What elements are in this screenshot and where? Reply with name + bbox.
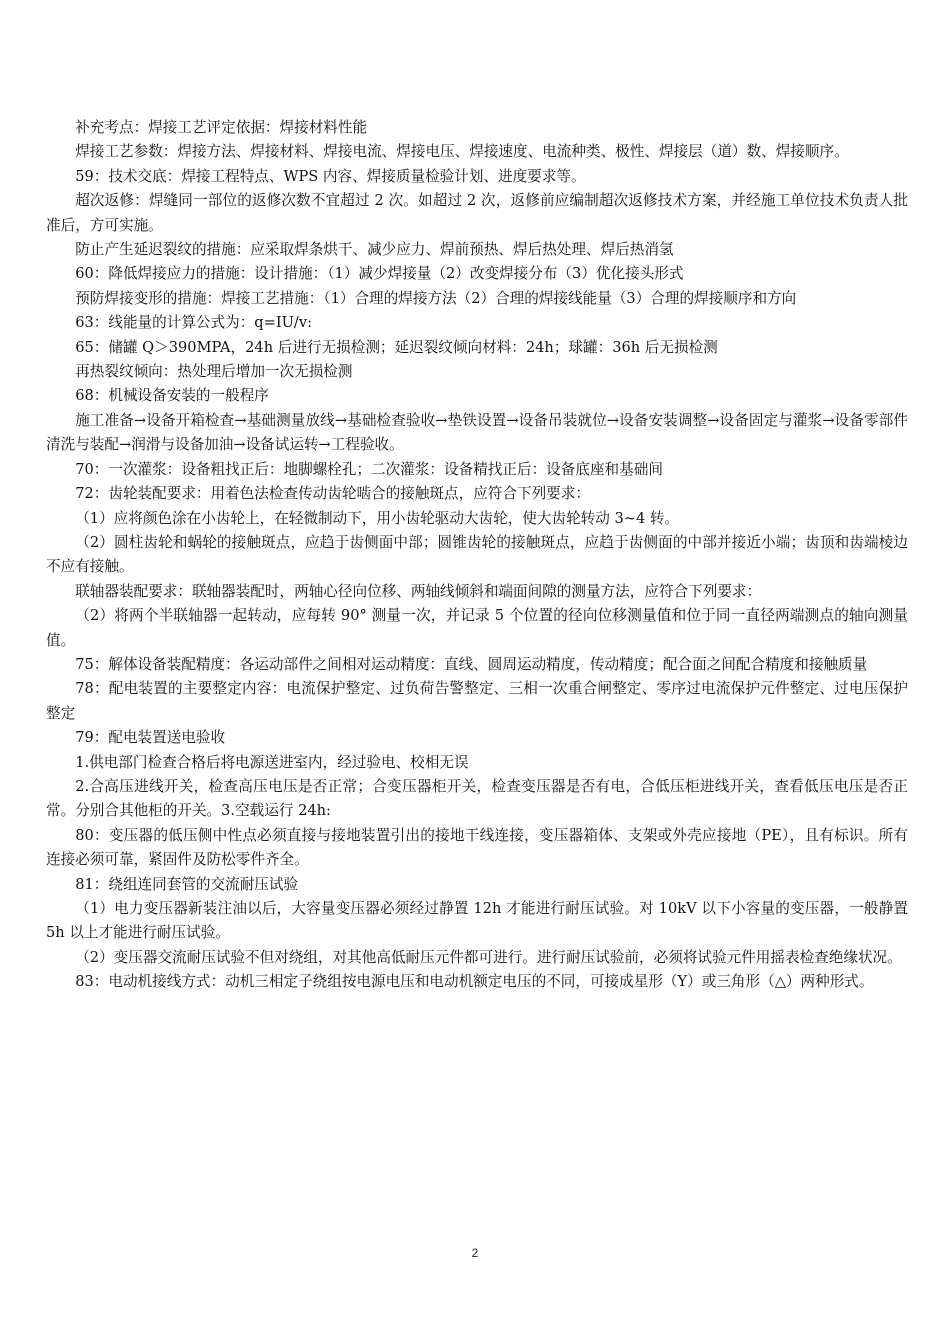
paragraph: （2）将两个半联轴器一起转动，应每转 90° 测量一次，并记录 5 个位置的径向位移测量值和位于同一直径两端测点的轴向测量值。	[46, 607, 908, 649]
paragraph: 75：解体设备装配精度：各运动部件之间相对运动精度：直线、圆周运动精度，传动精度；配合面之间配合精度和接触质量	[75, 655, 868, 673]
paragraph: 80：变压器的低压侧中性点必须直接与接地装置引出的接地干线连接，变压器箱体、支架或外壳应接地（PE），且有标识。所有连接必须可靠，紧固件及防松零件齐全。	[46, 826, 908, 869]
paragraph: 施工准备→设备开箱检查→基础测量放线→基础检查验收→垫铁设置→设备吊装就位→设备安装调整→设备固定与灌浆→设备零部件清洗与装配→润滑与设备加油→设备试运转→工程验收。	[46, 411, 908, 454]
paragraph: 65：储罐 Q＞390MPA，24h 后进行无损检测；延迟裂纹倾向材料：24h；球罐：36h 后无损检测	[75, 338, 718, 356]
paragraph: 联轴器装配要求：联轴器装配时，两轴心径向位移、两轴线倾斜和端面间隙的测量方法，应符合下列要求：	[75, 582, 762, 600]
paragraph: 防止产生延迟裂纹的措施：应采取焊条烘干、减少应力、焊前预热、焊后热处理、焊后热消氢	[75, 241, 674, 259]
paragraph: 72：齿轮装配要求：用着色法检查传动齿轮啮合的接触斑点，应符合下列要求：	[75, 485, 590, 503]
paragraph: 再热裂纹倾向：热处理后增加一次无损检测	[75, 363, 353, 381]
paragraph: 70：一次灌浆：设备粗找正后：地脚螺栓孔；二次灌浆：设备精找正后：设备底座和基础间	[75, 460, 663, 478]
paragraph: 2.合高压进线开关，检查高压电压是否正常；合变压器柜开关，检查变压器是否有电，合低压柜进线开关，查看低压电压是否正常。分别合其他柜的开关。3.空载运行 24h:	[46, 777, 908, 820]
paragraph: （1）应将颜色涂在小齿轮上，在轻微制动下，用小齿轮驱动大齿轮，使大齿轮转动 3~4 转。	[75, 509, 680, 527]
paragraph: （2）圆柱齿轮和蜗轮的接触斑点，应趋于齿侧面中部；圆锥齿轮的接触斑点，应趋于齿侧面的中部并接近小端；齿顶和齿端棱边不应有接触。	[46, 533, 908, 576]
document-body	[46, 116, 908, 995]
paragraph: 1.供电部门检查合格后将电源送进室内，经过验电、校相无误	[75, 753, 469, 771]
paragraph: 78：配电装置的主要整定内容：电流保护整定、过负荷告警整定、三相一次重合闸整定、零序过电流保护元件整定、过电压保护整定	[46, 680, 908, 722]
paragraph: 83：电动机接线方式：动机三相定子绕组按电源电压和电动机额定电压的不同，可接成星形（Y）或三角形（△）两种形式。	[75, 973, 874, 991]
paragraph: 焊接工艺参数：焊接方法、焊接材料、焊接电流、焊接电压、焊接速度、电流种类、极性、焊接层（道）数、焊接顺序。	[75, 143, 849, 161]
paragraph: 63：线能量的计算公式为：q=IU/v:	[75, 314, 313, 332]
paragraph: （1）电力变压器新装注油以后，大容量变压器必须经过静置 12h 才能进行耐压试验。对 10kV 以下小容量的变压器，一般静置 5h 以上才能进行耐压试验。	[46, 900, 908, 942]
page-number: 2	[471, 1246, 479, 1260]
paragraph: 81：绕组连同套管的交流耐压试验	[75, 875, 299, 893]
paragraph: 超次返修：焊缝同一部位的返修次数不宜超过 2 次。如超过 2 次，返修前应编制超次返修技术方案，并经施工单位技术负责人批准后，方可实施。	[46, 192, 908, 234]
paragraph: 预防焊接变形的措施：焊接工艺措施：（1）合理的焊接方法（2）合理的焊接线能量（3）合理的焊接顺序和方向	[75, 289, 797, 307]
paragraph: （2）变压器交流耐压试验不但对绕组，对其他高低耐压元件都可进行。进行耐压试验前，必须将试验元件用摇表检查绝缘状况。	[75, 948, 902, 966]
paragraph: 79：配电装置送电验收	[75, 729, 226, 747]
paragraph: 59：技术交底：焊接工程特点、WPS 内容、焊接质量检验计划、进度要求等。	[75, 167, 586, 185]
paragraph: 68：机械设备安装的一般程序	[75, 387, 269, 405]
paragraph: 60：降低焊接应力的措施：设计措施：（1）减少焊接量（2）改变焊接分布（3）优化接头形式	[75, 265, 684, 283]
paragraph: 补充考点：焊接工艺评定依据：焊接材料性能	[75, 119, 368, 136]
